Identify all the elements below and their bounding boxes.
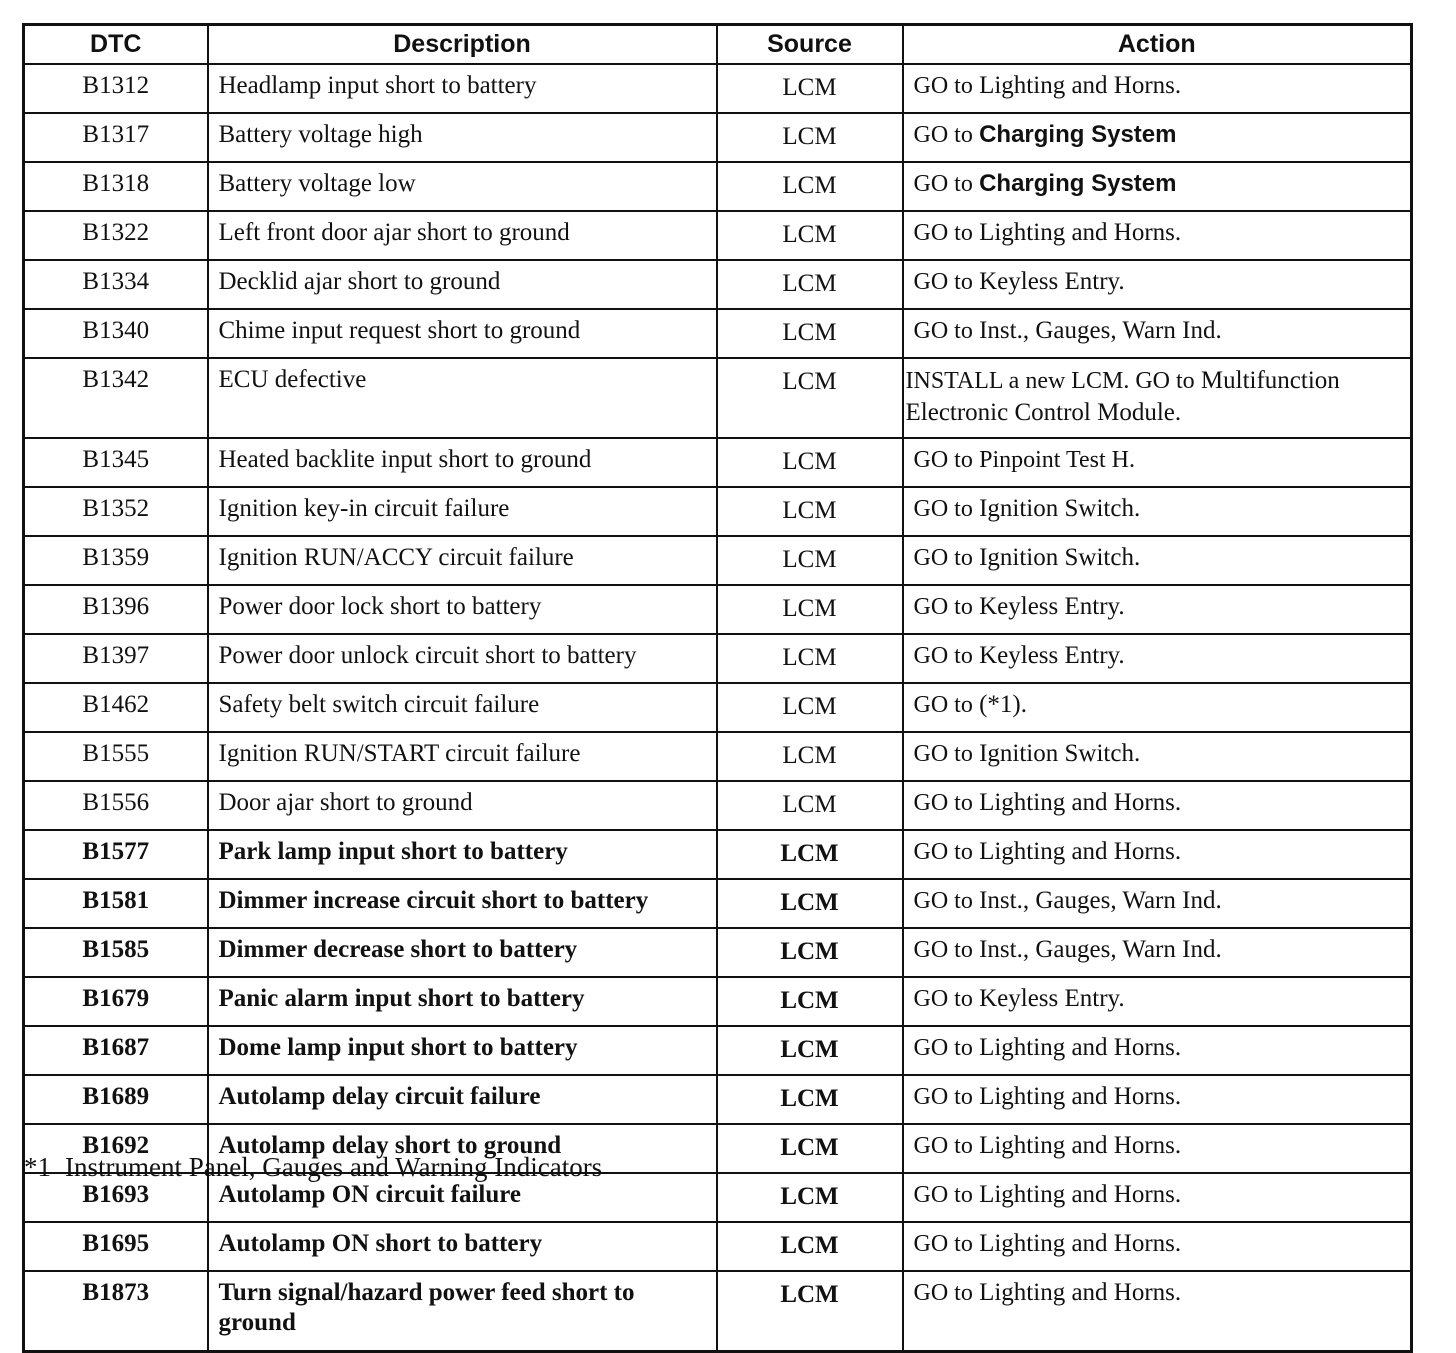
table-row: [24, 438, 1412, 487]
dtc-action: [903, 1075, 1412, 1124]
dtc-code: B1692: [24, 1124, 208, 1173]
header-dtc: DTC: [24, 25, 208, 65]
action-prefix: GO to: [913, 741, 973, 767]
dtc-code: B1340: [24, 309, 208, 358]
table-row: [24, 1222, 1412, 1271]
header-source: Source: [717, 25, 903, 65]
dtc-description: Door ajar short to ground: [208, 781, 717, 830]
dtc-description: Left front door ajar short to ground: [208, 211, 717, 260]
action-prefix: GO to: [913, 594, 973, 620]
header-action: Action: [903, 25, 1412, 65]
dtc-action: [903, 585, 1412, 634]
action-prefix: GO to: [913, 318, 973, 344]
dtc-source: LCM: [717, 1026, 903, 1075]
dtc-description: Autolamp ON circuit failure: [208, 1173, 717, 1222]
table-row: [24, 309, 1412, 358]
dtc-source: LCM: [717, 781, 903, 830]
dtc-source: LCM: [717, 309, 903, 358]
dtc-code: B1689: [24, 1075, 208, 1124]
dtc-code: B1585: [24, 928, 208, 977]
action-target: Lighting and Horns.: [979, 1034, 1182, 1061]
table-row: [24, 358, 1412, 438]
dtc-source: LCM: [717, 879, 903, 928]
dtc-description: Autolamp delay circuit failure: [208, 1075, 717, 1124]
dtc-action: [903, 879, 1412, 928]
dtc-source: LCM: [717, 1173, 903, 1222]
dtc-source: LCM: [717, 977, 903, 1026]
dtc-code: B1397: [24, 634, 208, 683]
table-row: [24, 1026, 1412, 1075]
action-target: Lighting and Horns.: [979, 838, 1182, 865]
dtc-code: B1555: [24, 732, 208, 781]
dtc-action: [903, 487, 1412, 536]
action-prefix: GO to: [913, 220, 973, 246]
action-prefix: GO to: [913, 839, 973, 865]
dtc-code: B1693: [24, 1173, 208, 1222]
dtc-code: B1318: [24, 162, 208, 211]
action-target: Inst., Gauges, Warn Ind.: [979, 317, 1222, 344]
dtc-action: [903, 64, 1412, 113]
action-prefix: GO to: [913, 888, 973, 914]
dtc-source: LCM: [717, 162, 903, 211]
dtc-action: [903, 438, 1412, 487]
dtc-action: [903, 1173, 1412, 1222]
dtc-description: Ignition RUN/START circuit failure: [208, 732, 717, 781]
dtc-source: LCM: [717, 487, 903, 536]
dtc-source: LCM: [717, 211, 903, 260]
dtc-source: LCM: [717, 260, 903, 309]
dtc-code: B1687: [24, 1026, 208, 1075]
dtc-code: B1322: [24, 211, 208, 260]
dtc-description: Safety belt switch circuit failure: [208, 683, 717, 732]
dtc-action: [903, 211, 1412, 260]
dtc-description: Panic alarm input short to battery: [208, 977, 717, 1026]
action-prefix: GO to: [913, 1231, 973, 1257]
action-prefix: GO to: [913, 1133, 973, 1159]
action-target: Lighting and Horns.: [979, 1083, 1182, 1110]
dtc-description: ECU defective: [208, 358, 717, 438]
dtc-action: [903, 260, 1412, 309]
action-prefix: GO to: [913, 937, 973, 963]
dtc-source: LCM: [717, 113, 903, 162]
action-target: Keyless Entry.: [979, 985, 1125, 1012]
action-prefix: GO to: [913, 269, 973, 295]
dtc-code: B1359: [24, 536, 208, 585]
action-target: Lighting and Horns.: [979, 1132, 1182, 1159]
action-prefix: GO to: [913, 1280, 973, 1306]
dtc-action: [903, 634, 1412, 683]
dtc-action: [903, 536, 1412, 585]
action-target: Lighting and Horns.: [979, 789, 1182, 816]
dtc-action: [903, 1026, 1412, 1075]
action-prefix: GO to: [913, 692, 973, 718]
dtc-description: Dimmer increase circuit short to battery: [208, 879, 717, 928]
dtc-description: Park lamp input short to battery: [208, 830, 717, 879]
table-row: [24, 1271, 1412, 1352]
dtc-description: Ignition RUN/ACCY circuit failure: [208, 536, 717, 585]
dtc-action: [903, 1124, 1412, 1173]
action-prefix: GO to: [913, 1084, 973, 1110]
table-row: [24, 732, 1412, 781]
dtc-description: Autolamp delay short to ground: [208, 1124, 717, 1173]
action-prefix: GO to: [913, 986, 973, 1012]
table-row: [24, 113, 1412, 162]
action-target: (*1).: [979, 691, 1027, 718]
dtc-source: LCM: [717, 634, 903, 683]
footnote-marker: *1: [24, 1152, 51, 1182]
action-target: Inst., Gauges, Warn Ind.: [979, 887, 1222, 914]
dtc-action: [903, 1222, 1412, 1271]
action-prefix: GO to: [913, 1035, 973, 1061]
dtc-action: [903, 162, 1412, 211]
dtc-action: [903, 928, 1412, 977]
dtc-code: B1873: [24, 1271, 208, 1352]
dtc-source: LCM: [717, 732, 903, 781]
action-target: Charging System: [979, 121, 1177, 148]
table-row: [24, 781, 1412, 830]
dtc-description: Heated backlite input short to ground: [208, 438, 717, 487]
dtc-source: LCM: [717, 683, 903, 732]
table-row: [24, 64, 1412, 113]
action-target: Charging System: [979, 170, 1177, 197]
table-row: [24, 162, 1412, 211]
dtc-action: [903, 358, 1412, 438]
dtc-code: B1581: [24, 879, 208, 928]
dtc-code: B1577: [24, 830, 208, 879]
dtc-source: LCM: [717, 1271, 903, 1352]
dtc-source: LCM: [717, 830, 903, 879]
action-prefix: GO to: [913, 171, 973, 197]
dtc-source: LCM: [717, 64, 903, 113]
dtc-action: [903, 1271, 1412, 1352]
action-prefix: GO to: [913, 790, 973, 816]
table-row: [24, 260, 1412, 309]
dtc-description: Ignition key-in circuit failure: [208, 487, 717, 536]
dtc-description: Dome lamp input short to battery: [208, 1026, 717, 1075]
table-row: [24, 1075, 1412, 1124]
action-target: Keyless Entry.: [979, 268, 1125, 295]
dtc-action: [903, 732, 1412, 781]
action-target: Keyless Entry.: [979, 642, 1125, 669]
action-prefix: INSTALL a new LCM. GO to: [905, 368, 1195, 394]
action-prefix: GO to: [913, 496, 973, 522]
action-target: Ignition Switch.: [979, 740, 1141, 767]
dtc-description: Turn signal/hazard power feed short to ground: [208, 1271, 717, 1352]
table-row: [24, 211, 1412, 260]
dtc-description: Decklid ajar short to ground: [208, 260, 717, 309]
action-prefix: GO to: [913, 447, 973, 473]
dtc-source: LCM: [717, 1075, 903, 1124]
action-target: Ignition Switch.: [979, 544, 1141, 571]
dtc-code: B1352: [24, 487, 208, 536]
dtc-description: Dimmer decrease short to battery: [208, 928, 717, 977]
footnote: [24, 1150, 602, 1184]
table-row: [24, 585, 1412, 634]
dtc-source: LCM: [717, 536, 903, 585]
dtc-code: B1342: [24, 358, 208, 438]
dtc-code: B1334: [24, 260, 208, 309]
dtc-code: B1462: [24, 683, 208, 732]
table-row: [24, 634, 1412, 683]
dtc-source: LCM: [717, 438, 903, 487]
table-row: [24, 683, 1412, 732]
table-row: [24, 830, 1412, 879]
dtc-action: [903, 683, 1412, 732]
dtc-code: B1312: [24, 64, 208, 113]
dtc-code: B1345: [24, 438, 208, 487]
dtc-action: [903, 830, 1412, 879]
action-target: Inst., Gauges, Warn Ind.: [979, 936, 1222, 963]
dtc-code: B1317: [24, 113, 208, 162]
action-target: Keyless Entry.: [979, 593, 1125, 620]
dtc-code: B1556: [24, 781, 208, 830]
action-target: Pinpoint Test H.: [979, 447, 1135, 473]
dtc-action: [903, 977, 1412, 1026]
action-prefix: GO to: [913, 643, 973, 669]
action-target: Ignition Switch.: [979, 495, 1141, 522]
dtc-description: Power door unlock circuit short to battery: [208, 634, 717, 683]
dtc-source: LCM: [717, 585, 903, 634]
table-row: [24, 977, 1412, 1026]
action-prefix: GO to: [913, 545, 973, 571]
action-target: Multifunction Electronic Control Module.: [905, 367, 1340, 426]
table-header-row: [24, 25, 1412, 65]
action-target: Lighting and Horns.: [979, 72, 1182, 99]
action-target: Lighting and Horns.: [979, 1230, 1182, 1257]
dtc-code: B1695: [24, 1222, 208, 1271]
table-row: [24, 879, 1412, 928]
dtc-description: Headlamp input short to battery: [208, 64, 717, 113]
dtc-description: Autolamp ON short to battery: [208, 1222, 717, 1271]
dtc-code: B1396: [24, 585, 208, 634]
dtc-source: LCM: [717, 1222, 903, 1271]
dtc-description: Battery voltage low: [208, 162, 717, 211]
action-target: Lighting and Horns.: [979, 1181, 1182, 1208]
table-row: [24, 487, 1412, 536]
action-target: Lighting and Horns.: [979, 219, 1182, 246]
action-prefix: GO to: [913, 122, 973, 148]
action-prefix: GO to: [913, 73, 973, 99]
table-row: [24, 536, 1412, 585]
footnote-text: Instrument Panel, Gauges and Warning Indicators: [65, 1152, 603, 1182]
dtc-code: B1679: [24, 977, 208, 1026]
table-row: [24, 928, 1412, 977]
dtc-description: Battery voltage high: [208, 113, 717, 162]
dtc-source: LCM: [717, 928, 903, 977]
action-target: Lighting and Horns.: [979, 1279, 1182, 1306]
dtc-action: [903, 781, 1412, 830]
header-description: Description: [208, 25, 717, 65]
dtc-source: LCM: [717, 1124, 903, 1173]
dtc-action: [903, 113, 1412, 162]
dtc-description: Chime input request short to ground: [208, 309, 717, 358]
dtc-source: LCM: [717, 358, 903, 438]
dtc-action: [903, 309, 1412, 358]
action-prefix: GO to: [913, 1182, 973, 1208]
dtc-description: Power door lock short to battery: [208, 585, 717, 634]
